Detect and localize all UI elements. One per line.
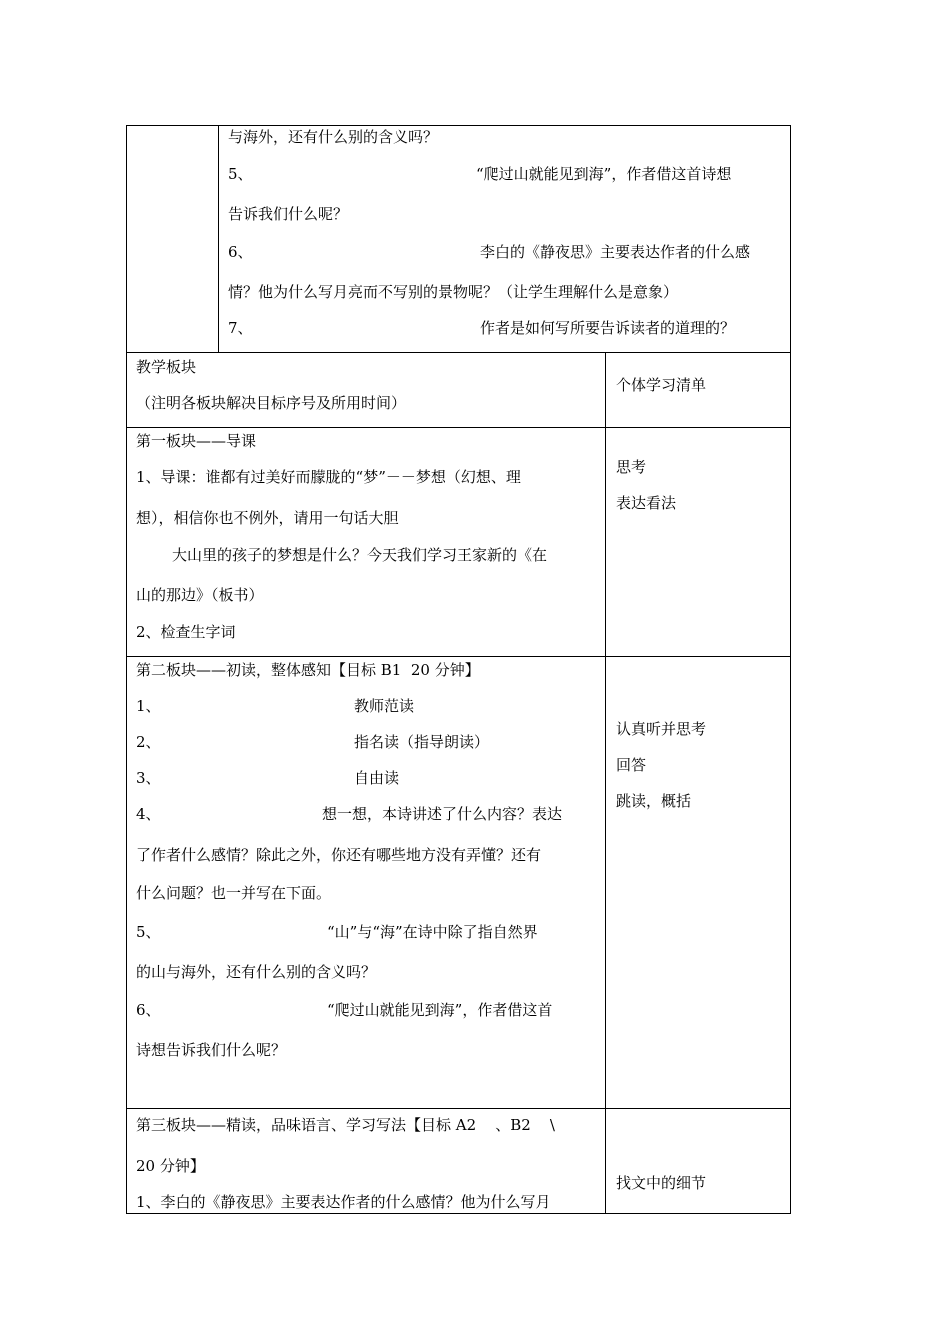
item-number: 1、 [136,697,161,715]
row-divider [126,352,791,353]
block2-activity: 认真听并思考 [616,720,707,738]
row-divider [126,1108,791,1109]
block1-line: 1、导课：谁都有过美好而朦胧的“梦”－－梦想（幻想、理 [136,468,521,486]
item-number: 5、 [136,923,161,941]
block1-activity: 表达看法 [616,494,677,512]
question-number: 7、 [228,319,253,337]
block1-line: 想），相信你也不例外，请用一句话大胆 [136,509,399,527]
row-divider [126,656,791,657]
question-number: 5、 [228,165,253,183]
block3-line: 1、李白的《静夜思》主要表达作者的什么感情？他为什么写月 [136,1193,551,1211]
item-number: 4、 [136,805,161,823]
item-number: 6、 [136,1001,161,1019]
item-text: 的山与海外，还有什么别的含义吗？ [136,963,377,981]
item-text: 指名读（指导朗读） [354,733,490,751]
item-text: 自由读 [354,769,400,787]
item-text: 教师范读 [354,697,415,715]
block1-line: 山的那边》（板书） [136,586,264,604]
item-text: “山”与“海”在诗中除了指自然界 [327,923,538,941]
question-number: 6、 [228,243,253,261]
block3-title: 第三板块——精读，品味语言、学习写法【目标 A2 、B2 \ [136,1116,555,1134]
header-note: （注明各板块解决目标序号及所用时间） [136,394,407,412]
block2-activity: 跳读，概括 [616,792,692,810]
block2-title: 第二板块——初读，整体感知【目标 B1 20 分钟】 [136,661,480,679]
header-title: 教学板块 [136,358,197,376]
item-number: 3、 [136,769,161,787]
row-divider [126,427,791,428]
column-divider [218,125,219,352]
block3-title-cont: 20 分钟】 [136,1157,205,1175]
item-text: “爬过山就能见到海”，作者借这首 [327,1001,553,1019]
block1-line: 2、检查生字词 [136,623,236,641]
column-divider [605,352,606,1214]
block1-title: 第一板块——导课 [136,432,257,450]
header-right-title: 个体学习清单 [616,376,707,394]
block3-activity: 找文中的细节 [616,1174,707,1192]
item-text: 了作者什么感情？除此之外，你还有哪些地方没有弄懂？还有 [136,846,542,864]
block1-activity: 思考 [616,458,647,476]
item-text: 什么问题？也一并写在下面。 [136,884,332,902]
question-text: 告诉我们什么呢？ [228,205,349,223]
question-continuation: 与海外，还有什么别的含义吗？ [228,128,439,146]
question-text: 李白的《静夜思》主要表达作者的什么感 [480,243,751,261]
question-text: 情？他为什么写月亮而不写别的景物呢？（让学生理解什么是意象） [228,283,679,301]
question-text: 作者是如何写所要告诉读者的道理的？ [480,319,736,337]
block1-line: 大山里的孩子的梦想是什么？今天我们学习王家新的《在 [172,546,548,564]
item-text: 想一想，本诗讲述了什么内容？表达 [322,805,563,823]
item-text: 诗想告诉我们什么呢？ [136,1041,287,1059]
item-number: 2、 [136,733,161,751]
question-text: “爬过山就能见到海”，作者借这首诗想 [476,165,732,183]
block2-activity: 回答 [616,756,647,774]
